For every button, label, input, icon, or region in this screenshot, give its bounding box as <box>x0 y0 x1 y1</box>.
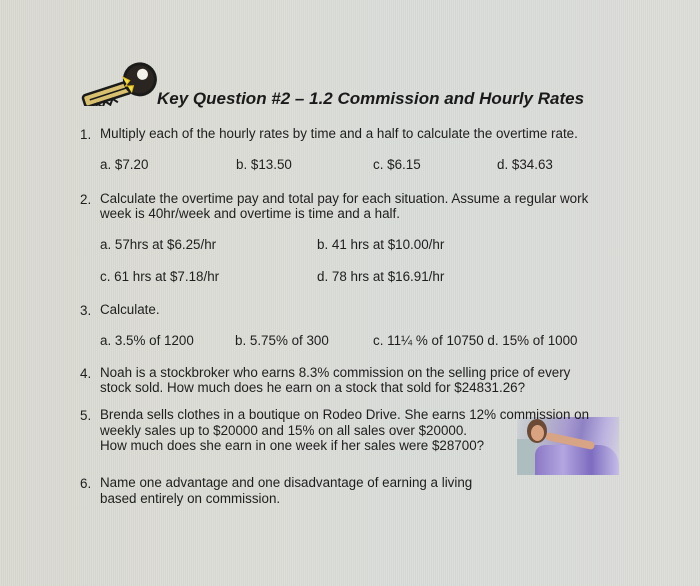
option-a: a. $7.20 <box>100 157 149 172</box>
option-a: a. 57hrs at $6.25/hr <box>100 237 217 252</box>
option-b: b. 41 hrs at $10.00/hr <box>317 237 445 252</box>
option-d: d. 78 hrs at $16.91/hr <box>317 269 445 284</box>
question-text: weekly sales up to $20000 and 15% on all sales over $20000. <box>100 423 468 438</box>
question-text: Noah is a stockbroker who earns 8.3% commission on the selling price of every <box>100 365 571 380</box>
question-number: 3. <box>80 303 92 318</box>
question-text: stock sold. How much does he earn on a stock that sold for $24831.26? <box>100 380 526 395</box>
question-number: 4. <box>80 366 92 381</box>
question-text: Name one advantage and one disadvantage of earning a living <box>100 475 473 490</box>
option-d: d. $34.63 <box>497 157 553 172</box>
option-b: b. 5.75% of 300 <box>235 333 329 348</box>
option-b: b. $13.50 <box>236 157 292 172</box>
option-c: c. $6.15 <box>373 157 421 172</box>
question-text: Brenda sells clothes in a boutique on Rodeo Drive. She earns 12% commission on <box>100 407 590 422</box>
question-text: Calculate. <box>100 302 160 317</box>
question-number: 5. <box>80 408 92 423</box>
page-title: Key Question #2 – 1.2 Commission and Hourly Rates <box>157 89 585 108</box>
option-c-d: c. 11¼ % of 10750 d. 15% of 1000 <box>373 333 578 348</box>
question-text: based entirely on commission. <box>100 491 281 506</box>
question-text: week is 40hr/week and overtime is time and a half. <box>100 206 400 221</box>
question-number: 2. <box>80 192 92 207</box>
question-text: How much does she earn in one week if her sales were $28700? <box>100 438 485 453</box>
question-number: 6. <box>80 476 92 491</box>
option-a: a. 3.5% of 1200 <box>100 333 194 348</box>
question-text: Multiply each of the hourly rates by time and a half to calculate the overtime rate. <box>100 126 578 141</box>
question-text: Calculate the overtime pay and total pay for each situation. Assume a regular work <box>100 191 589 206</box>
key-icon <box>78 60 160 106</box>
question-number: 1. <box>80 127 92 142</box>
option-c: c. 61 hrs at $7.18/hr <box>100 269 220 284</box>
woman-in-dress-photo <box>517 417 619 475</box>
